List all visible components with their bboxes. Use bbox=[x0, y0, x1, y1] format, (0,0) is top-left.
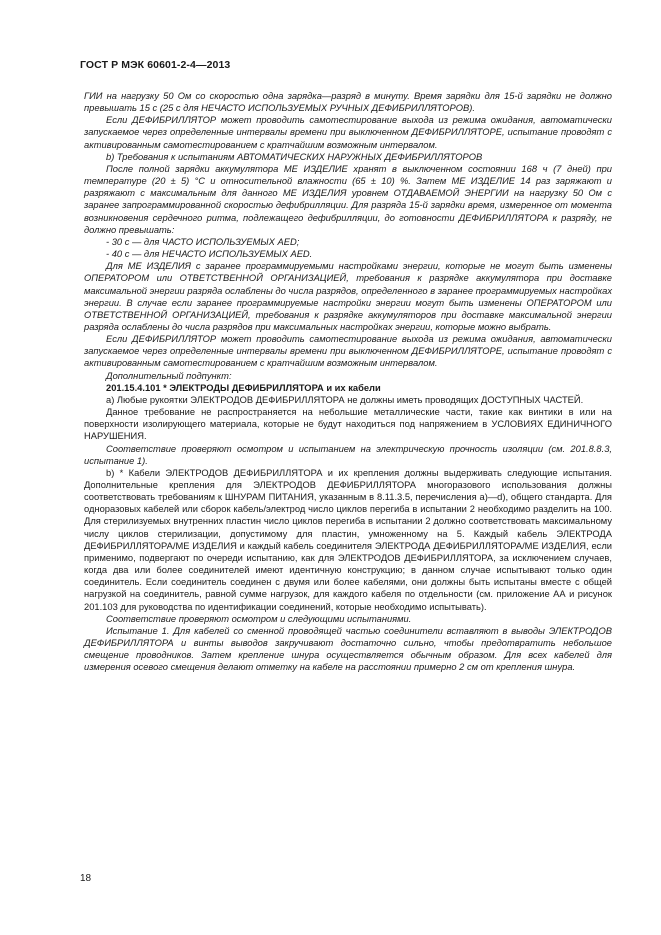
paragraph-continuation: ГИИ на нагрузку 50 Ом со скоростью одна зарядка—разряд в минуту. Время зарядки для 15-й зарядки не должно превышать 15 с (25 с для НЕЧАСТО ИСПОЛЬЗУЕМЫХ РУЧНЫХ ДЕФИБРИЛЛЯТОРОВ). bbox=[84, 91, 612, 114]
list-item-infrequent-aed: - 40 с — для НЕЧАСТО ИСПОЛЬЗУЕМЫХ AED. bbox=[106, 249, 313, 260]
paragraph-handles: а) Любые рукоятки ЭЛЕКТРОДОВ ДЕФИБРИЛЛЯТОРА не должны иметь проводящих ДОСТУПНЫХ ЧАСТЕЙ. bbox=[106, 394, 584, 405]
paragraph-metal-parts: Данное требование не распространяется на небольшие металлические части, такие как винтики в или на поверхности изолирующего материала, которые не будут находиться под напряжением в УСЛОВИЯХ ЕДИНИЧНОГО НАРУШЕНИЯ. bbox=[84, 407, 612, 442]
document-body bbox=[84, 90, 612, 674]
paragraph-self-test-note: Если ДЕФИБРИЛЛЯТОР может проводить самотестирование выхода из режима ожидания, автоматически запускаемое через определенные интервалы времени при выключенном ДЕФИБРИЛЛЯТОРЕ, испытание проводят с активированным самотестированием с кратчайшим возможным интервалом. bbox=[84, 115, 612, 150]
paragraph-self-test-note-2: Если ДЕФИБРИЛЛЯТОР может проводить самотестирование выхода из режима ожидания, автоматически запускаемое через определенные интервалы времени при выключенном ДЕФИБРИЛЛЯТОРЕ, испытание проводят с активированным самотестированием с кратчайшим возможным интервалом. bbox=[84, 334, 612, 369]
paragraph-additional-subclause: Дополнительный подпункт: bbox=[106, 370, 232, 381]
page-number: 18 bbox=[80, 873, 92, 884]
list-item-frequent-aed: - 30 с — для ЧАСТО ИСПОЛЬЗУЕМЫХ AED; bbox=[106, 236, 300, 247]
subheading-aed-tests: b) Требования к испытаниям АВТОМАТИЧЕСКИХ НАРУЖНЫХ ДЕФИБРИЛЛЯТОРОВ bbox=[106, 151, 483, 162]
document-header: ГОСТ Р МЭК 60601-2-4—2013 bbox=[80, 59, 231, 71]
paragraph-compliance-insulation: Соответствие проверяют осмотром и испытанием на электрическую прочность изоляции (см. 201.8.8.3, испытание 1). bbox=[84, 443, 612, 466]
paragraph-aed-charge: После полной зарядки аккумулятора МЕ ИЗДЕЛИЕ хранят в выключенном состоянии 168 ч (7 дней) при температуре (20 ± 5) °С и относительной влажности (65 ± 10) %. Затем МЕ ИЗДЕЛИЕ 14 раз заряжают и разряжают с максимальным для данного МЕ ИЗДЕЛИЯ уровнем ОТДАВАЕМОЙ ЭНЕРГИИ на нагрузку 50 Ом с заранее запрограммированной скоростью дефибрилляции. Для разряда 15-й зарядки время, измеренное от момента возникновения сердечного ритма, подлежащего дефибрилляции, до готовности ДЕФИБРИЛЛЯТОРА к разряду, не должно превышать: bbox=[84, 163, 612, 235]
paragraph-compliance-tests: Соответствие проверяют осмотром и следующими испытаниями. bbox=[106, 613, 412, 624]
paragraph-energy-settings: Для МЕ ИЗДЕЛИЯ с заранее программируемыми настройками энергии, которые не могут быть изменены ОПЕРАТОРОМ или ОТВЕТСТВЕННОЙ ОРГАНИЗАЦИЕЙ, требования к разрядке аккумулятора при доставке максимальной энергии разряда ослаблены до числа разрядов, определенного в заранее программируемых настройках энергии. В случае если заранее программируемые настройки энергии могут быть изменены ОПЕРАТОРОМ или ОТВЕТСТВЕННОЙ ОРГАНИЗАЦИЕЙ, требования к разрядке аккумуляторов при доставке максимальной энергии разряда ослаблены до числа разрядов при максимальных настройках энергии, которые можно выбрать. bbox=[84, 261, 612, 332]
section-heading: 201.15.4.101 * ЭЛЕКТРОДЫ ДЕФИБРИЛЛЯТОРА и их кабели bbox=[106, 382, 381, 393]
paragraph-cables: b) * Кабели ЭЛЕКТРОДОВ ДЕФИБРИЛЛЯТОРА и их крепления должны выдерживать следующие испытания. Дополнительные крепления для ЭЛЕКТРОДОВ ДЕФИБРИЛЛЯТОРА многоразового использования должны соответствовать требованиям к ШНУРАМ ПИТАНИЯ, указанным в 8.11.3.5, перечисления а)—d), общего стандарта. Для одноразовых кабелей или сборок кабель/электрод число циклов перегиба в испытании 2 необходимо разделить на 100. Для стерилизуемых внутренних пластин число циклов перегиба в испытании 2 должно соответствовать максимальному числу циклов стерилизации, допустимому для пластин, умноженному на 5. Каждый кабель ЭЛЕКТРОДА ДЕФИБРИЛЛЯТОРА/МЕ ИЗДЕЛИЯ и каждый кабель соединителя ЭЛЕКТРОДА ДЕФИБРИЛЛЯТОРА/МЕ ИЗДЕЛИЯ, если применимо, подвергают по очереди испытанию, как для ЭЛЕКТРОДОВ ДЕФИБРИЛЛЯТОРА, за исключением случаев, когда два или более соединителей имеют идентичную конструкцию; в данном случае испытывают только один соединитель. Если соединитель соединен с двумя или более кабелями, они должны быть испытаны вместе с общей нагрузкой на соединитель, равной сумме нагрузок, для каждого кабеля по отдельности (см. приложение АА и рисунок 201.103 для руководства по идентификации соединений, которые необходимо испытывать). bbox=[84, 467, 612, 612]
paragraph-test-1: Испытание 1. Для кабелей со сменной проводящей частью соединители вставляют в выводы ЭЛЕКТРОДОВ ДЕФИБРИЛЛЯТОРА и винты выводов закручивают достаточно сильно, чтобы предотвратить небольшое смещение проводников. Затем крепление шнура осуществляется обычным образом. Для всех кабелей для измерения осевого смещения делают отметку на кабеле на расстоянии примерно 2 см от крепления шнура. bbox=[84, 625, 612, 673]
